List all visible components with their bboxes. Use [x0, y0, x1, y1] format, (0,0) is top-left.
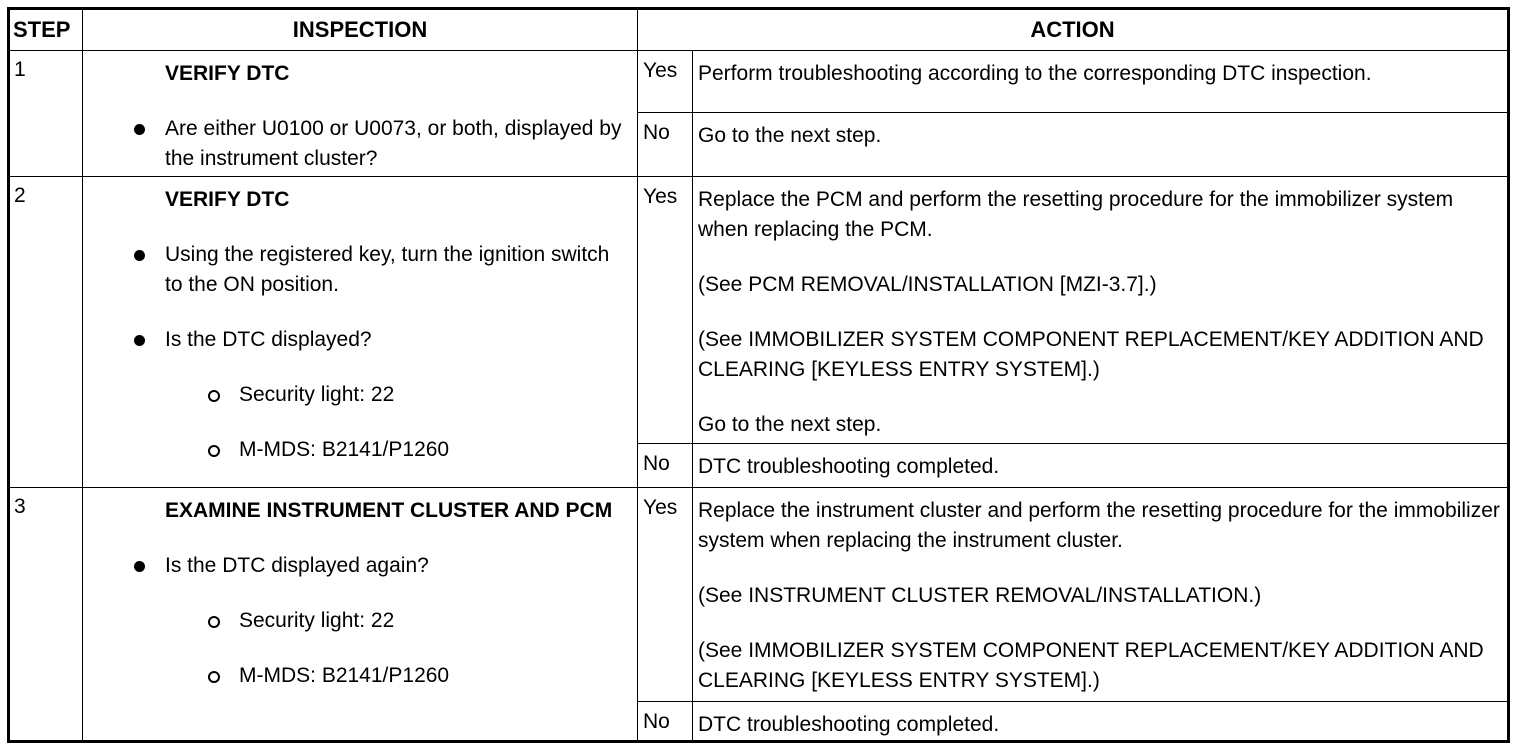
- action-text: DTC troubleshooting completed.: [698, 713, 1000, 736]
- inspection-sub-item: [239, 661, 627, 691]
- inspection-item-text: Are either U0100 or U0073, or both, displayed by the instrument cluster?: [165, 117, 622, 170]
- inspection-title: VERIFY DTC: [165, 62, 290, 85]
- yes-label: Yes: [638, 51, 693, 113]
- diagnostic-table: [7, 7, 1510, 743]
- step-1-yes-row: [9, 51, 1509, 113]
- inspection-item: [165, 114, 627, 174]
- step-3-yes-row: [9, 488, 1509, 702]
- action-text: DTC troubleshooting completed.: [698, 455, 1000, 478]
- action-text: Replace the instrument cluster and perform the resetting procedure for the immobilizer system when replacing the instrument cluster.: [698, 499, 1500, 552]
- inspection-sub-item: [239, 606, 627, 636]
- step-2-yes-row: [9, 177, 1509, 444]
- sub-item-text: M-MDS: B2141/P1260: [239, 438, 450, 461]
- action-text: Perform troubleshooting according to the corresponding DTC inspection.: [698, 62, 1372, 85]
- header-inspection: INSPECTION: [83, 9, 638, 51]
- step-number: 3: [9, 488, 83, 742]
- sub-item-text: Security light: 22: [239, 383, 395, 406]
- yes-label: Yes: [638, 488, 693, 702]
- no-label: No: [638, 702, 693, 742]
- bullet-icon: [134, 124, 145, 135]
- yes-label: Yes: [638, 177, 693, 444]
- inspection-item-text: Using the registered key, turn the ignition switch to the ON position.: [165, 243, 610, 296]
- no-label: No: [638, 444, 693, 488]
- header-action: ACTION: [638, 9, 1509, 51]
- inspection-title: EXAMINE INSTRUMENT CLUSTER AND PCM: [165, 499, 613, 522]
- step-number: 2: [9, 177, 83, 488]
- action-text: Go to the next step.: [698, 413, 882, 436]
- sub-item-text: M-MDS: B2141/P1260: [239, 664, 450, 687]
- header-row: [9, 9, 1509, 51]
- action-text: (See IMMOBILIZER SYSTEM COMPONENT REPLACEMENT/KEY ADDITION AND CLEARING [KEYLESS ENTRY SYSTEM].): [698, 639, 1484, 692]
- circle-bullet-icon: [208, 390, 220, 402]
- inspection-sub-item: [239, 435, 627, 465]
- inspection-sub-item: [239, 380, 627, 410]
- action-text: (See PCM REMOVAL/INSTALLATION [MZI-3.7].): [698, 273, 1157, 296]
- no-action: [693, 444, 1509, 488]
- no-label: No: [638, 113, 693, 177]
- inspection-item: [165, 551, 627, 581]
- step-3-inspection: [83, 488, 638, 742]
- inspection-title: VERIFY DTC: [165, 188, 290, 211]
- step-2-inspection: [83, 177, 638, 488]
- no-action: [693, 113, 1509, 177]
- circle-bullet-icon: [208, 671, 220, 683]
- action-text: Replace the PCM and perform the resetting procedure for the immobilizer system when replacing the PCM.: [698, 188, 1454, 241]
- inspection-item: [165, 325, 627, 355]
- sub-item-text: Security light: 22: [239, 609, 395, 632]
- action-text: (See INSTRUMENT CLUSTER REMOVAL/INSTALLATION.): [698, 584, 1262, 607]
- bullet-icon: [134, 250, 145, 261]
- step-number: 1: [9, 51, 83, 177]
- bullet-icon: [134, 335, 145, 346]
- yes-action: [693, 488, 1509, 702]
- no-action: [693, 702, 1509, 742]
- action-text: (See IMMOBILIZER SYSTEM COMPONENT REPLACEMENT/KEY ADDITION AND CLEARING [KEYLESS ENTRY SYSTEM].): [698, 328, 1484, 381]
- yes-action: [693, 51, 1509, 113]
- action-text: Go to the next step.: [698, 124, 882, 147]
- circle-bullet-icon: [208, 445, 220, 457]
- yes-action: [693, 177, 1509, 444]
- inspection-item: [165, 240, 627, 300]
- inspection-item-text: Is the DTC displayed?: [165, 328, 372, 351]
- circle-bullet-icon: [208, 616, 220, 628]
- inspection-item-text: Is the DTC displayed again?: [165, 554, 429, 577]
- header-step: STEP: [9, 9, 83, 51]
- step-1-inspection: [83, 51, 638, 177]
- bullet-icon: [134, 561, 145, 572]
